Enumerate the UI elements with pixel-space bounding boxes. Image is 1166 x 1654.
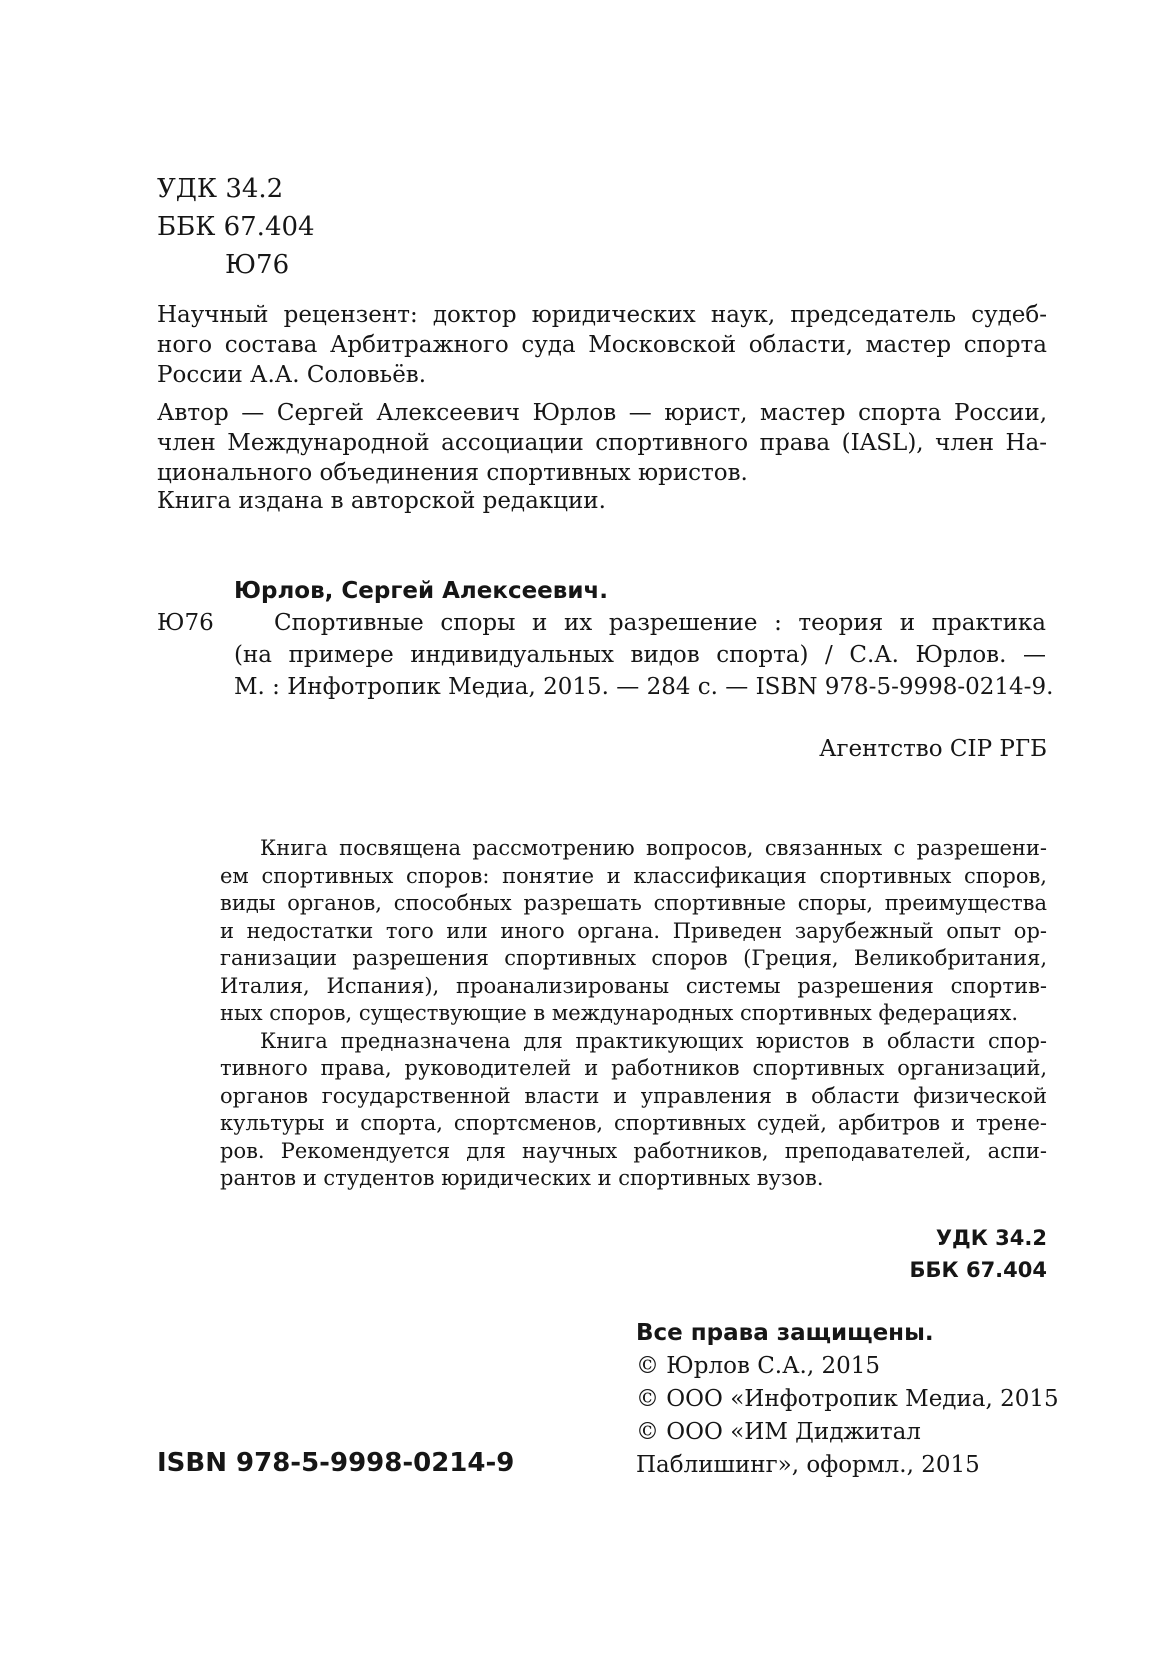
- catalog-heading: Юрлов, Сергей Алексеевич.: [234, 578, 608, 604]
- edition-note: [157, 486, 1047, 516]
- abstract-line: культуры и спорта, спортсменов, спортивных судей, арбитров и трене-: [220, 1111, 1047, 1135]
- author-note: [157, 398, 1047, 488]
- abstract-line: рантов и студентов юридических и спортивных вузов.: [220, 1166, 824, 1190]
- abstract-line: ров. Рекомендуется для научных работников, преподавателей, аспи-: [220, 1138, 1047, 1163]
- copyright-line: © ООО «ИМ Диджитал: [636, 1419, 921, 1445]
- rights-title: Все права защищены.: [636, 1320, 934, 1346]
- abstract-line: Италия, Испания), проанализированы системы разрешения спортив-: [220, 973, 1047, 998]
- author-line: ционального объединения спортивных юристов.: [157, 460, 748, 486]
- author-mark: Ю76: [225, 250, 290, 280]
- abstract-line: ных споров, существующие в международных спортивных федерациях.: [220, 1001, 1019, 1025]
- abstract-line: органов государственной власти и управления в области физической: [220, 1083, 1047, 1108]
- reviewer-note: [157, 300, 1047, 390]
- abstract-line: Книга предназначена для практикующих юристов в области спор-: [260, 1028, 1047, 1053]
- abstract-line: тивного права, руководителей и работников спортивных организаций,: [220, 1056, 1047, 1080]
- abstract-line: виды органов, способных разрешать спортивные споры, преимущества: [220, 891, 1047, 915]
- copyright-line: Паблишинг», оформл., 2015: [636, 1452, 980, 1478]
- isbn: ISBN 978-5-9998-0214-9: [157, 1448, 515, 1478]
- abstract-line: ганизации разрешения спортивных споров (Греция, Великобритания,: [220, 946, 1047, 970]
- abstract-line: и недостатки того или иного органа. Приведен зарубежный опыт ор-: [220, 918, 1047, 943]
- catalog-line: М. : Инфотропик Медиа, 2015. — 284 с. — ISBN 978-5-9998-0214-9.: [234, 674, 1054, 700]
- udk-code-bottom: УДК 34.2: [935, 1226, 1047, 1250]
- author-line: Автор — Сергей Алексеевич Юрлов — юрист, мастер спорта России,: [157, 400, 1047, 426]
- copyright-line: © ООО «Инфотропик Медиа, 2015: [636, 1386, 1059, 1412]
- copyright-block: [636, 1317, 1059, 1482]
- catalog-record: [157, 575, 1054, 765]
- classification-top: [157, 170, 315, 284]
- reviewer-line: России А.А. Соловьёв.: [157, 362, 427, 388]
- abstract-line: ем спортивных споров: понятие и классификация спортивных споров,: [220, 863, 1047, 888]
- abstract: [220, 835, 1047, 1193]
- reviewer-line: Научный рецензент: доктор юридических наук, председатель судеб-: [157, 302, 1047, 328]
- catalog-code: Ю76: [157, 610, 214, 636]
- edition-line: Книга издана в авторской редакции.: [157, 488, 606, 514]
- classification-bottom: [909, 1222, 1047, 1286]
- catalog-entry: [157, 607, 1054, 703]
- bbk-code: ББК 67.404: [157, 212, 315, 242]
- cip-agency: Агентство CIP РГБ: [819, 736, 1047, 762]
- reviewer-line: ного состава Арбитражного суда Московской области, мастер спорта: [157, 332, 1047, 358]
- catalog-line: (на примере индивидуальных видов спорта) / С.А. Юрлов. —: [234, 642, 1046, 668]
- abstract-line: Книга посвящена рассмотрению вопросов, связанных с разрешени-: [260, 836, 1047, 860]
- bbk-code-bottom: ББК 67.404: [909, 1258, 1047, 1282]
- copyright-line: © Юрлов С.А., 2015: [636, 1353, 880, 1379]
- catalog-line: Спортивные споры и их разрешение : теория и практика: [274, 610, 1046, 636]
- udk-code: УДК 34.2: [157, 174, 284, 204]
- author-line: член Международной ассоциации спортивного права (IASL), член На-: [157, 430, 1047, 456]
